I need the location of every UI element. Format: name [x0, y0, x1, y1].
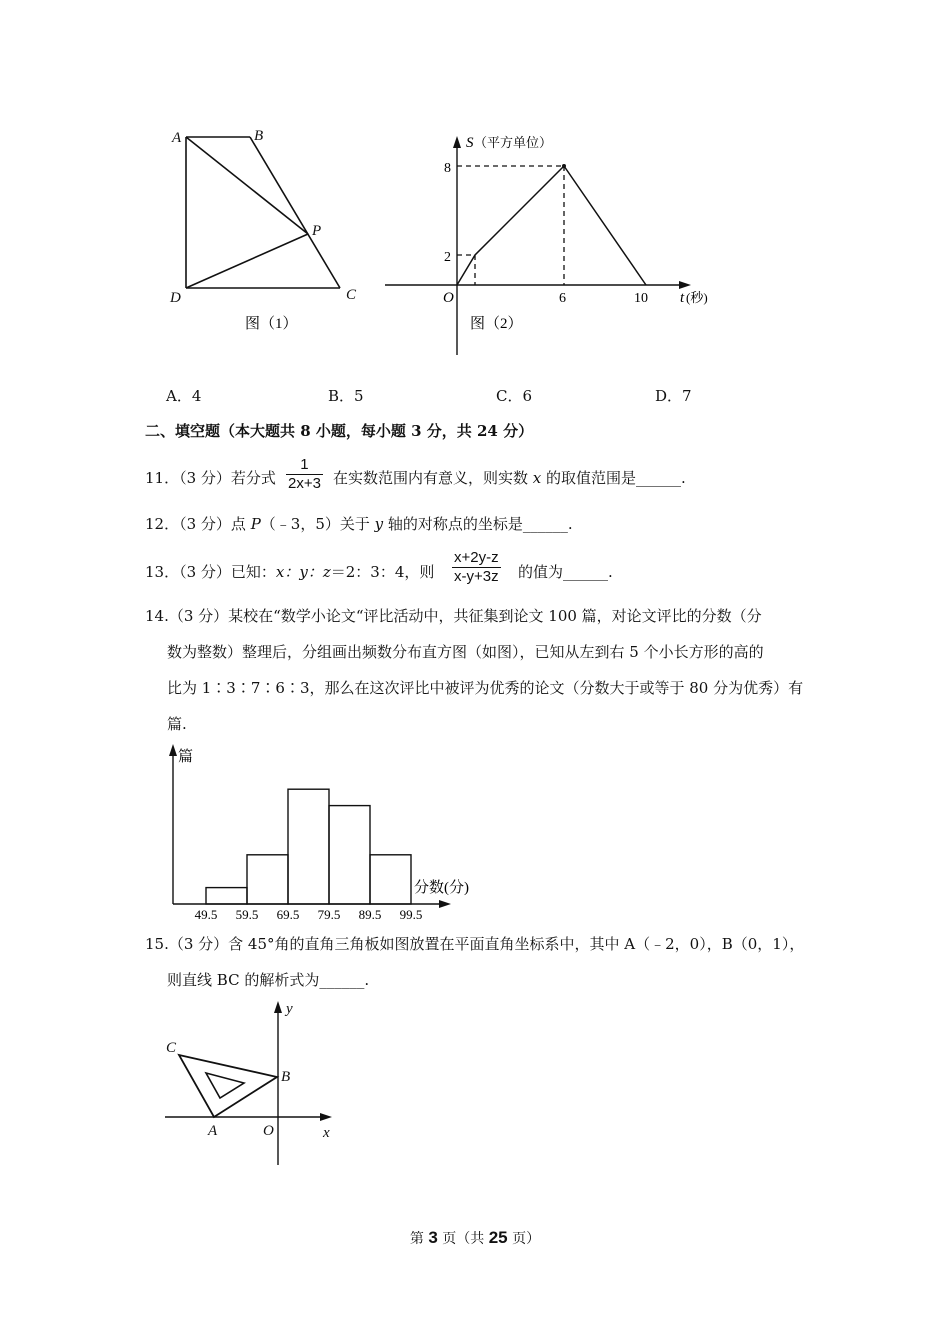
figure-2 [380, 130, 720, 360]
fig2-xtick-10: 10 [634, 291, 648, 306]
q11-rest [333, 467, 686, 488]
q13-fraction [452, 549, 501, 586]
q11-score: （3 分）若分式 [179, 469, 276, 487]
fig2-graph-line [457, 166, 646, 285]
fig2-caption: 图（2） [470, 316, 523, 332]
option-a: A．4 [166, 387, 202, 405]
q14-line1: 14.（3 分）某校在“数学小论文“评比活动中，共征集到论文 100 篇，对论文评比的分数（分 [145, 607, 762, 625]
fig2-x-label: t [680, 290, 685, 306]
q12-var2: y [374, 515, 384, 533]
histogram-chart [160, 742, 469, 924]
q14-paragraph [145, 598, 815, 742]
q13-text2: ＝2：3：4，则 [330, 563, 435, 581]
hist-bar-2 [247, 855, 288, 904]
page-footer [0, 1228, 950, 1248]
hist-bar-4 [329, 806, 370, 904]
fig2-y-label: S [466, 135, 474, 151]
label-B: B [254, 128, 264, 144]
q11-line [145, 467, 276, 488]
q11-frac-den: 2x+3 [288, 475, 321, 492]
footer-post: 页） [507, 1231, 541, 1247]
fig2-y-unit: （平方单位） [474, 135, 553, 150]
fig15-label-x: x [323, 1125, 330, 1141]
label-A: A [172, 130, 182, 146]
q15-line1: 15.（3 分）含 45°角的直角三角板如图放置在平面直角坐标系中，其中 A（﹣2，0），B（0，1）， [145, 935, 805, 953]
figure-15 [160, 995, 345, 1170]
q11-rest1: 在实数范围内有意义，则实数 [333, 469, 533, 487]
q13-vars: x：y：z [275, 563, 331, 581]
label-D: D [170, 290, 181, 306]
q13-frac-num: x+2y-z [454, 549, 499, 566]
fig2-origin: O [443, 290, 454, 306]
q14-line2: 数为整数）整理后，分组画出频数分布直方图（如图），已知从左到右 5 个小长方形的高的 [167, 643, 764, 661]
q13-text1: （3 分）已知： [179, 563, 276, 581]
label-C: C [346, 287, 357, 303]
q12-line [145, 513, 573, 534]
hist-bar-5 [370, 855, 411, 904]
q11-var: x [532, 469, 542, 487]
hist-ylabel: 篇 [178, 749, 194, 765]
q12-text3: 轴的对称点的坐标是______. [383, 515, 573, 533]
fig15-label-C: C [166, 1040, 177, 1056]
q11-fraction [286, 456, 323, 493]
q15-paragraph [145, 926, 815, 998]
hist-bar-3 [288, 789, 329, 904]
option-d: D．7 [655, 387, 692, 405]
hist-tick-label: 49.5 [194, 907, 218, 922]
q15-line2: 则直线 BC 的解析式为______. [167, 971, 370, 989]
fig2-x-unit: (秒) [686, 290, 708, 305]
footer-page: 3 [428, 1228, 438, 1247]
fig2-ytick-2: 2 [444, 250, 451, 265]
q13-line [145, 561, 434, 582]
fig1-caption: 图（1） [245, 316, 298, 332]
footer-mid: 页（共 [437, 1231, 489, 1247]
q13-frac-den: x-y+3z [454, 568, 499, 585]
triangle-plate-hole [206, 1073, 244, 1098]
q11-num: 11． [145, 469, 180, 487]
triangle-plate [179, 1055, 277, 1117]
q13-num: 13． [145, 563, 180, 581]
footer-total: 25 [488, 1228, 508, 1247]
fig15-label-B: B [281, 1069, 291, 1085]
hist-tick-label: 69.5 [276, 907, 300, 922]
q12-num: 12． [145, 515, 180, 533]
hist-tick-label: 59.5 [235, 907, 259, 922]
option-c: C．6 [496, 387, 533, 405]
q11-frac-num: 1 [300, 456, 309, 473]
section-2-title: 二、填空题（本大题共 8 小题，每小题 3 分，共 24 分） [145, 422, 534, 440]
q11-rest2: 的取值范围是______. [541, 469, 686, 487]
q14-line3: 比为 1∶3∶7∶6∶3，那么在这次评比中被评为优秀的论文（分数大于或等于 80 分为优秀）有 [167, 679, 804, 697]
fig2-ytick-8: 8 [444, 161, 451, 176]
fig15-label-O: O [263, 1123, 274, 1139]
hist-bar-1 [206, 888, 247, 904]
q12-text2: （﹣3，5）关于 [260, 515, 375, 533]
hist-tick-label: 89.5 [358, 907, 382, 922]
fig2-xtick-6: 6 [559, 291, 566, 306]
q13-rest: 的值为______. [518, 563, 613, 581]
figure-1 [160, 120, 375, 340]
footer-pre: 第 [409, 1231, 429, 1247]
label-P: P [312, 223, 322, 239]
option-b: B．5 [328, 387, 364, 405]
fig15-label-y: y [286, 1001, 293, 1017]
q12-text1: （3 分）点 [179, 515, 251, 533]
fig15-label-A: A [208, 1123, 218, 1139]
q12-var: P [250, 515, 261, 533]
q14-line4: 篇. [167, 715, 187, 733]
hist-xlabel: 分数(分) [414, 880, 469, 896]
hist-tick-label: 79.5 [317, 907, 341, 922]
hist-tick-label: 99.5 [399, 907, 423, 922]
